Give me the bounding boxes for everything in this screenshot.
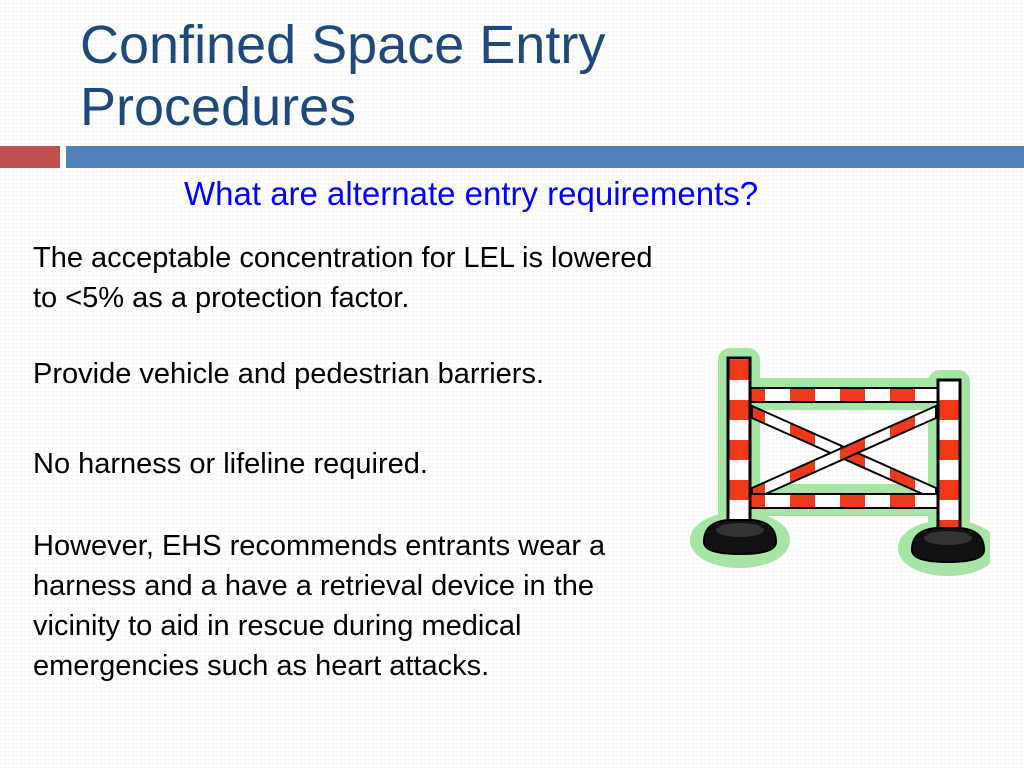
paragraph-harness: No harness or lifeline required. [33,448,428,480]
slide-title-line-1: Confined Space Entry [80,15,606,75]
paragraph-recommendation: However, EHS recommends entrants wear a harness and a have a retrieval device in the vicinity to aid in rescue during medical emergencies such as heart attacks. [33,530,606,682]
paragraph-lel: The acceptable concentration for LEL is lowered to <5% as a protection factor. [33,242,653,314]
slide-subtitle: What are alternate entry requirements? [184,175,759,212]
slide-title [80,14,980,138]
paragraph-barriers: Provide vehicle and pedestrian barriers. [33,358,544,390]
slide-title-line-2: Procedures [80,77,357,137]
barrier-icon [690,340,990,580]
accent-bar-blue [66,146,1024,168]
accent-bar-red [0,146,60,168]
